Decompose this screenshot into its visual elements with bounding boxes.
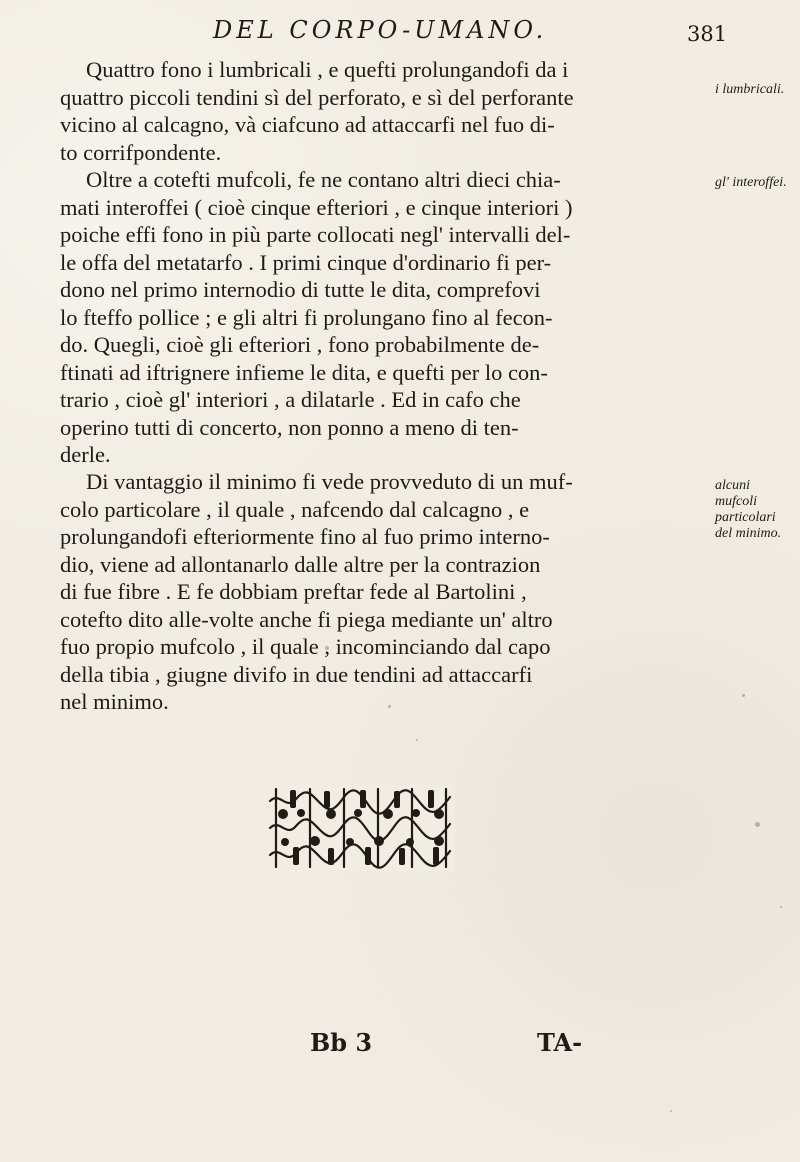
text-line: fuo propio mufcolo , il quale , incominciando dal capo bbox=[60, 634, 551, 659]
text-line: della tibia , giugne divifo in due tendini ad attaccarfi bbox=[60, 661, 533, 687]
text-line: quattro piccoli tendini sì del perforato, e sì del perforante bbox=[60, 84, 574, 110]
paper-speck bbox=[325, 646, 329, 650]
paragraph-minimo bbox=[60, 468, 710, 716]
text-line: trario , cioè gl' interiori , a dilatarle . Ed in cafo che bbox=[60, 387, 521, 412]
paragraph-interossei bbox=[60, 166, 710, 469]
margin-note-lumbricali: i lumbricali. bbox=[715, 82, 785, 97]
text-line: dono nel primo internodio di tutte le dita, comprefovi bbox=[60, 277, 541, 302]
text-line: Oltre a cotefti mufcoli, fe ne contano altri dieci chia- bbox=[86, 167, 561, 192]
text-line: do. Quegli, cioè gli efteriori , fono probabilmente de- bbox=[60, 332, 540, 357]
printer-ornament bbox=[262, 783, 457, 873]
text-line: mati interoffei ( cioè cinque efteriori , e cinque interiori ) bbox=[60, 194, 573, 220]
paper-speck bbox=[742, 694, 745, 697]
text-line: nel minimo. bbox=[60, 689, 169, 714]
text-line: Di vantaggio il minimo fi vede provveduto di un muf- bbox=[86, 469, 573, 494]
margin-note-minimo: alcuni mufcoli particolari del minimo. bbox=[715, 478, 782, 541]
text-line: le offa del metatarfo . I primi cinque d'ordinario fi per- bbox=[60, 249, 552, 275]
paper-speck bbox=[670, 1110, 672, 1112]
text-line: vicino al calcagno, và ciafcuno ad attaccarfi nel fuo di- bbox=[60, 112, 555, 137]
text-line: prolungandofi efteriormente fino al fuo primo interno- bbox=[60, 524, 550, 549]
text-line: derle. bbox=[60, 442, 111, 467]
paper-speck bbox=[388, 705, 391, 708]
paper-speck bbox=[416, 739, 418, 741]
text-line: poiche effi fono in più parte collocati negl' intervalli del- bbox=[60, 222, 571, 247]
text-line: Quattro fono i lumbricali , e quefti prolungandofi da i bbox=[86, 57, 569, 82]
page-number: 381 bbox=[687, 22, 728, 46]
paper-speck bbox=[755, 822, 760, 827]
text-line: ftinati ad iftrignere infieme le dita, e quefti per lo con- bbox=[60, 359, 548, 385]
text-line: lo fteffo pollice ; e gli altri fi prolungano fino al fecon- bbox=[60, 304, 553, 330]
paper-speck bbox=[780, 906, 782, 908]
running-head: DEL CORPO-UMANO. bbox=[213, 16, 548, 44]
text-line: cotefto dito alle-volte anche fi piega mediante un' altro bbox=[60, 606, 553, 632]
text-line: di fue fibre . E fe dobbiam preftar fede al Bartolini , bbox=[60, 579, 527, 604]
margin-note-interossei: gl' interoffei. bbox=[715, 175, 787, 190]
catchword: TA- bbox=[537, 1028, 583, 1057]
text-line: dio, viene ad allontanarlo dalle altre per la contrazion bbox=[60, 551, 541, 577]
text-line: operino tutti di concerto, non ponno a meno di ten- bbox=[60, 414, 519, 440]
text-line: colo particolare , il quale , nafcendo dal calcagno , e bbox=[60, 496, 530, 522]
text-line: to corrifpondente. bbox=[60, 139, 222, 165]
paragraph-lumbricali bbox=[60, 56, 710, 166]
signature-mark: Bb 3 bbox=[310, 1028, 373, 1057]
